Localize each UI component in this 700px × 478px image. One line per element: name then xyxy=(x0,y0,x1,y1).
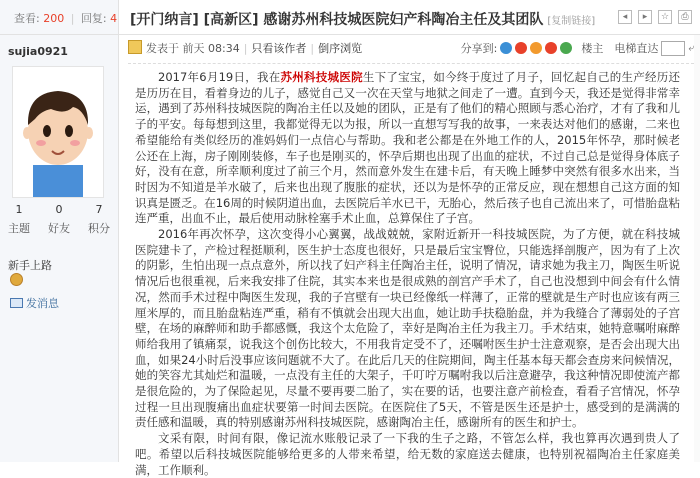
paragraph-3: 文采有限，时间有限，像记流水账般记录了一下我的生子之路，不管怎么样，我也算再次遇到贵人了吧。希望以后科技城医院能够给更多的人带来希望，给无数的家庭送去健康，也特别祝福陶冶主任家庭美满，工作顺利。 xyxy=(135,431,680,477)
post-meta: 发表于 前天 08:34 | 只看该作者 | 倒序浏览 分享到: 楼主 电梯直达 ⤶ xyxy=(128,40,694,60)
user-group[interactable]: 新手上路 xyxy=(8,259,52,272)
author-sidebar xyxy=(0,35,119,462)
count-threads[interactable]: 1 主题 xyxy=(8,203,30,235)
reverse-order-link[interactable]: 倒序浏览 xyxy=(318,42,363,55)
mail-icon xyxy=(10,298,23,308)
medal-icon xyxy=(10,273,23,286)
share-bar xyxy=(461,40,694,56)
author-counts xyxy=(0,203,118,253)
post-time: 发表于 前天 08:34 xyxy=(146,42,240,55)
avatar-cartoon-icon xyxy=(13,67,103,197)
views-stat xyxy=(14,10,117,26)
share-wechat-icon[interactable] xyxy=(560,42,572,54)
thread-title-line xyxy=(130,9,595,29)
print-icon[interactable]: ⎙ xyxy=(678,10,692,24)
online-status-icon xyxy=(128,40,142,54)
share-tencent-icon[interactable] xyxy=(530,42,542,54)
jump-label: 电梯直达 xyxy=(614,42,659,55)
thread-title: [开门纳言] [高新区] 感谢苏州科技城医院妇产科陶冶主任及其团队 xyxy=(130,12,544,28)
floor-label: 楼主 xyxy=(581,42,604,55)
hospital-link[interactable]: 苏州科技城医院 xyxy=(280,70,363,84)
views-count: 200 xyxy=(43,12,65,25)
replies-label: 回复: xyxy=(80,12,107,25)
paragraph-1: 2017年6月19日，我在苏州科技城医院生下了宝宝，如今终于度过了月子，回忆起自己的生产经历还是历历在目，看着身边的儿子，感觉自己又一次在天堂与地狱之间走了一遭。直到今天，我还是觉得非常幸运，遇到了苏州科技城医院的陶冶主任以及她的团队，正是有了他们的精心照顾与悉心治疗，才有了我和儿子的平安。每每想到这里，我都觉得无以为报，所以一直想写写我的故事，一来表达对他们的感谢，二来也希望能给有类似经历的准妈妈们一点信心与帮助。我和老公都是在外地工作的人，2015年怀孕，那时候老公还在上海，房子刚刚装修，车子也是刚买的，怀孕后期也出现了出血的症状，不过自己总是觉得身体底子好，没有在意，所幸顺利度过了前三个月，然而意外发生在建卡后，有天晚上睡梦中突然有很多水出来，当时因为不知道是羊水破了，后来也出现了腹胀的症状，还以为是怀孕的正常反应，现在想想自己这方面的知识真是匮乏。在16周的时候阴道出血，去医院后羊水已干，无胎心，然后孩子也自己流出来了，可惜胎盘粘连严重，出血不止，最后使用动脉栓塞手术止血，总算保住了子宫。 xyxy=(135,70,680,226)
send-message-link[interactable] xyxy=(10,295,59,311)
thread-stats xyxy=(0,0,119,34)
floor-jump-input[interactable] xyxy=(661,41,685,56)
stats-separator: | xyxy=(70,12,75,25)
count-points[interactable]: 7 积分 xyxy=(88,203,110,235)
meta-divider xyxy=(128,63,694,64)
share-qzone-icon[interactable] xyxy=(500,42,512,54)
avatar[interactable] xyxy=(12,66,104,198)
share-label: 分享到: xyxy=(460,42,498,55)
thread-header xyxy=(0,0,700,35)
author-name[interactable]: sujia0921 xyxy=(8,45,68,58)
favorite-icon[interactable]: ☆ xyxy=(658,10,672,24)
send-message-label: 发消息 xyxy=(26,297,59,310)
share-renren-icon[interactable] xyxy=(545,42,557,54)
count-friends[interactable]: 0 好友 xyxy=(48,203,70,235)
author-only-link[interactable]: 只看该作者 xyxy=(251,42,307,55)
next-thread-icon[interactable]: ▸ xyxy=(638,10,652,24)
jump-go-icon[interactable]: ⤶ xyxy=(688,42,694,54)
copy-link[interactable]: [复制链接] xyxy=(547,16,596,27)
share-weibo-icon[interactable] xyxy=(515,42,527,54)
scrollbar[interactable] xyxy=(694,35,700,462)
replies-count: 4 xyxy=(110,12,118,25)
post-content xyxy=(135,70,680,478)
thread-nav xyxy=(618,10,692,24)
paragraph-2: 2016年再次怀孕，这次变得小心翼翼，战战兢兢，家附近新开一科技城医院，为了方便，就在科技城医院建卡了，产检过程挺顺利，医生护士态度也很好，只是最后宝宝臀位，只能选择剖腹产，因为有了上次的阴影，生怕出现一点点意外，所以找了妇产科主任陶冶主任，说明了情况，请求她为我主刀，陶医生听说情况后也很重视，后来我安排了住院，其实本来也是很成熟的剖宫产手术了，自己也没想到中间会有什么情况，然而手术过程中陶医生发现，我的子宫壁有一块已经像纸一样薄了，正常的壁就是生产时也应该有两三厘米厚的，而且胎盘粘连严重，稍有不慎就会出现大出血，她让助手扶稳胎盘，并为我缝合了薄弱处的子宫壁，在场的麻醉师和助手都感慨，我这个太危险了，幸好是陶冶主任为我主刀。手术结束，她特意嘱咐麻醉师给我用了镇痛泵，说我这个创伤比较大，不用我肯定受不了，还嘱咐医生护士注意观察，是否会出现大出血，如果24小时后没事应该问题就不大了。在此后几天的住院期间，陶主任基本每天都会查房来问候情况，她的笑容尤其灿烂和温暖，一点没有主任的大架子，千叮咛万嘱咐我以后注意避孕，我这种情况即使流产都是很危险的，为了保险起见，尽量不要再要二胎了，实在要的话，也要注意产前检查，看看子宫情况，怀孕过程一旦出现腹痛出血症状要第一时间去医院。在医院住了5天，不管是医生还是护士，感受到的是满满的责任感和温暖，真的特别感谢苏州科技城医院，感谢陶冶主任，感谢所有的医生和护士。 xyxy=(135,227,680,430)
prev-thread-icon[interactable]: ◂ xyxy=(618,10,632,24)
views-label: 查看: xyxy=(14,12,40,25)
